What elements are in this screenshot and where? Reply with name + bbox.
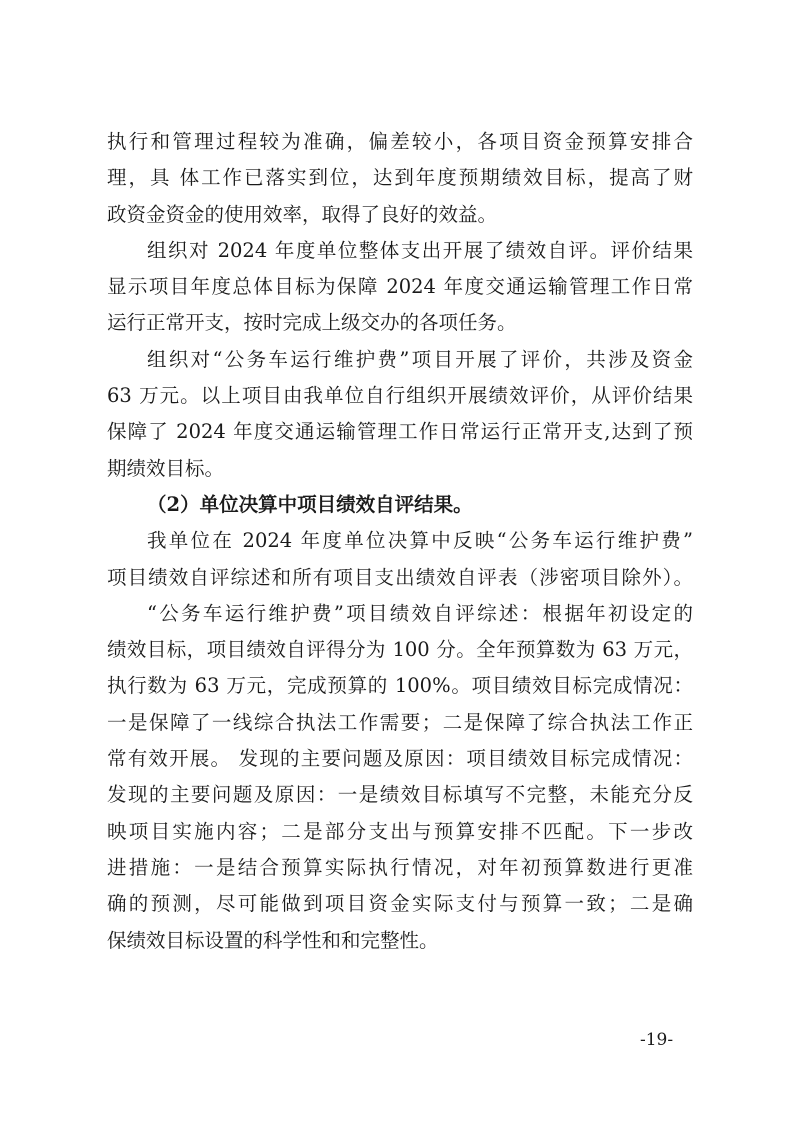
text-line: 显示项目年度总体目标为保障 2024 年度交通运输管理工作日常: [107, 275, 693, 299]
paragraph: [107, 596, 693, 959]
text-line: 发现的主要问题及原因：一是绩效目标填写不完整，未能充分反: [107, 783, 693, 807]
paragraph: [107, 124, 693, 233]
section-heading: （2）单位决算中项目绩效自评结果。: [147, 492, 473, 516]
text-line: 组织对 2024 年度单位整体支出开展了绩效自评。评价结果: [147, 238, 693, 262]
text-line: 进措施：一是结合预算实际执行情况，对年初预算数进行更准: [107, 855, 693, 879]
text-line: “公务车运行维护费”项目绩效自评综述：根据年初设定的: [147, 601, 693, 625]
text-line: 组织对“公务车运行维护费”项目开展了评价，共涉及资金: [147, 347, 693, 371]
document-body: [107, 124, 693, 959]
text-line: 期绩效目标。: [107, 456, 225, 480]
text-line: 一是保障了一线综合执法工作需要；二是保障了综合执法工作正: [107, 710, 693, 734]
text-line: 绩效目标，项目绩效自评得分为 100 分。全年预算数为 63 万元，: [107, 638, 693, 662]
paragraph: [107, 233, 693, 342]
text-line: 我单位在 2024 年度单位决算中反映“公务车运行维护费”: [147, 529, 693, 553]
text-line: 执行和管理过程较为准确，偏差较小，各项目资金预算安排合: [107, 130, 693, 153]
text-line: 确的预测，尽可能做到项目资金实际支付与预算一致；二是确: [107, 892, 693, 916]
section-heading-wrapper: [107, 487, 693, 523]
text-line: 理，具 体工作已落实到位，达到年度预期绩效目标，提高了财: [107, 166, 693, 190]
text-line: 保绩效目标设置的科学性和和完整性。: [107, 928, 439, 952]
paragraph: [107, 523, 693, 596]
text-line: 63 万元。以上项目由我单位自行组织开展绩效评价，从评价结果: [107, 384, 693, 408]
text-line: 政资金资金的使用效率，取得了良好的效益。: [107, 202, 498, 226]
text-line: 保障了 2024 年度交通运输管理工作日常运行正常开支,达到了预: [107, 420, 693, 444]
text-line: 常有效开展。 发现的主要问题及原因：项目绩效目标完成情况：: [107, 747, 693, 771]
text-line: 运行正常开支，按时完成上级交办的各项任务。: [107, 311, 517, 335]
page-number: -19-: [640, 1030, 674, 1050]
text-line: 项目绩效自评综述和所有项目支出绩效自评表（涉密项目除外）。: [107, 565, 693, 589]
text-line: 执行数为 63 万元，完成预算的 100%。项目绩效目标完成情况：: [107, 674, 693, 698]
text-line: 映项目实施内容；二是部分支出与预算安排不匹配。下一步改: [107, 819, 693, 843]
paragraph: [107, 342, 693, 487]
